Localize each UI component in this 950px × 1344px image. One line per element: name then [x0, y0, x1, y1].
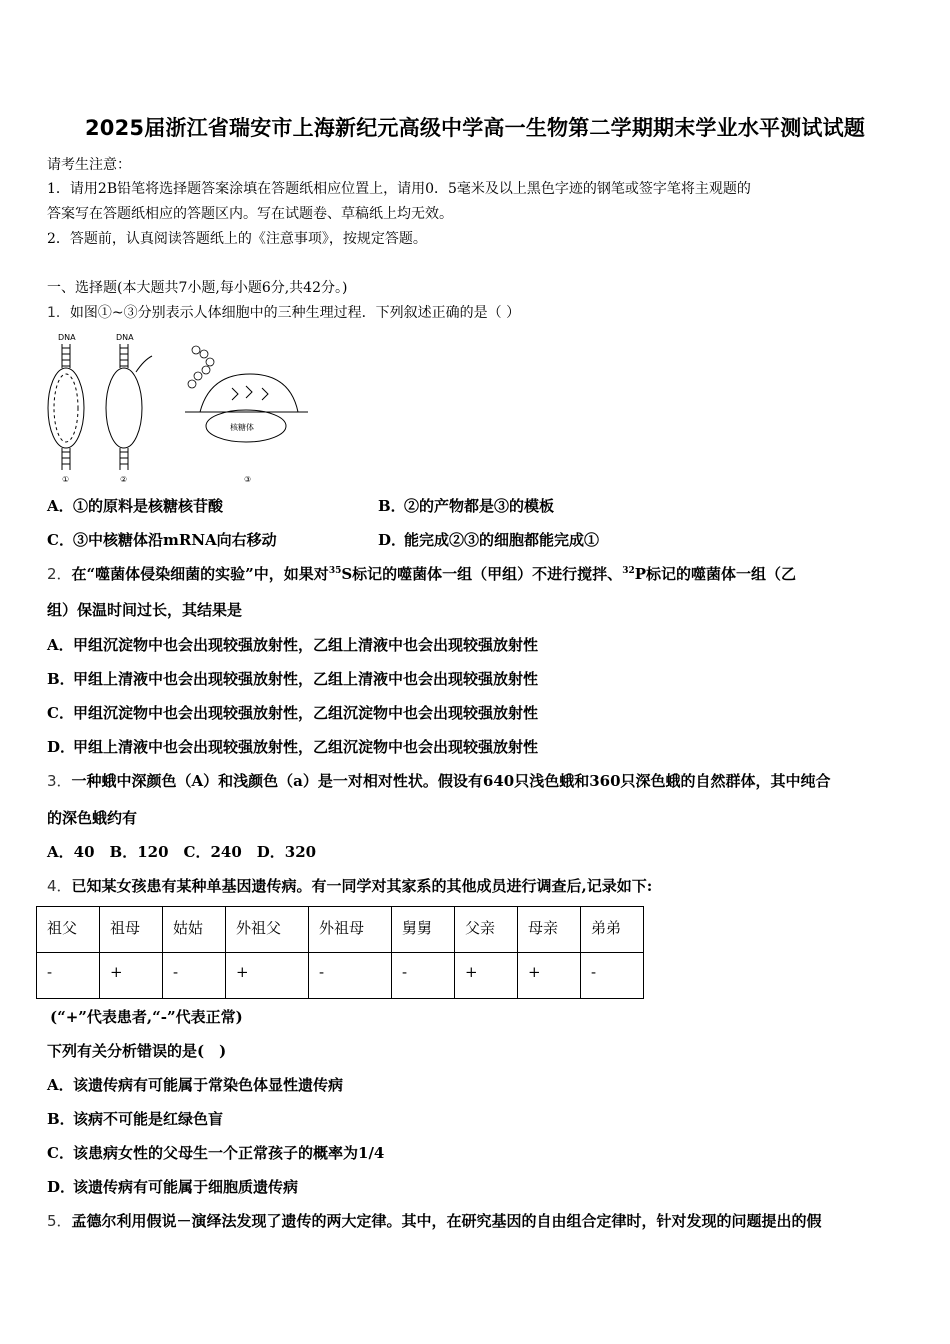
table-header-row [37, 907, 644, 953]
table-header-cell: 祖父 [37, 907, 100, 953]
question-number: 1． [47, 305, 70, 321]
notice-heading: 请考生注意： [47, 157, 131, 173]
table-header-cell: 外祖父 [226, 907, 309, 953]
question-4-prompt: 下列有关分析错误的是( ) [47, 1042, 227, 1060]
figure-label-2: ② [120, 475, 128, 484]
table-cell: - [163, 953, 226, 999]
question-5: 5．孟德尔利用假说－演绎法发现了遗传的两大定律。其中，在研究基因的自由组合定律时，针对发现的问题提出的假 [47, 1212, 822, 1230]
question-stem: 如图①~③分别表示人体细胞中的三种生理过程．下列叙述正确的是（ ） [69, 305, 521, 321]
q1-figure [40, 330, 310, 485]
q4-option-b[interactable]: B．该病不可能是红绿色盲 [47, 1110, 224, 1128]
table-cell: + [518, 953, 581, 999]
question-2-line-2: 组）保温时间过长，其结果是 [47, 601, 243, 619]
q2-option-d[interactable]: D．甲组上清液中也会出现较强放射性，乙组沉淀物中也会出现较强放射性 [47, 738, 539, 756]
table-cell: - [37, 953, 100, 999]
q2-option-a[interactable]: A．甲组沉淀物中也会出现较强放射性，乙组上清液中也会出现较强放射性 [47, 636, 539, 654]
table-cell: + [226, 953, 309, 999]
dna-label-1: DNA [58, 333, 76, 342]
question-number: 2． [47, 565, 72, 583]
dna-label-2: DNA [116, 333, 134, 342]
dna-helix-1 [48, 344, 84, 470]
q1-option-b[interactable]: B．②的产物都是③的模板 [378, 497, 555, 515]
q1-option-d[interactable]: D．能完成②③的细胞都能完成① [378, 531, 600, 549]
dna-helix-2 [106, 344, 152, 470]
table-legend: (“+”代表患者,“-”代表正常) [50, 1008, 243, 1026]
table-header-cell: 舅舅 [392, 907, 455, 953]
question-4: 4．已知某女孩患有某种单基因遗传病。有一同学对其家系的其他成员进行调查后,记录如下: [47, 877, 653, 895]
notice-line-1a: 1．请用2B铅笔将选择题答案涂填在答题纸相应位置上，请用0．5毫米及以上黑色字迹的钢笔或签字笔将主观题的 [47, 181, 751, 197]
question-number: 3． [47, 772, 72, 790]
notice-line-1b: 答案写在答题纸相应的答题区内。写在试题卷、草稿纸上均无效。 [47, 206, 453, 222]
q4-option-d[interactable]: D．该遗传病有可能属于细胞质遗传病 [47, 1178, 299, 1196]
q2-option-c[interactable]: C．甲组沉淀物中也会出现较强放射性，乙组沉淀物中也会出现较强放射性 [47, 704, 539, 722]
table-header-cell: 母亲 [518, 907, 581, 953]
figure-label-3: ③ [244, 475, 252, 484]
table-cell: - [581, 953, 644, 999]
peptide-chain [188, 346, 214, 388]
question-2: 2．在“噬菌体侵染细菌的实验”中，如果对$^{35}$S标记的噬菌体一组（甲组）不进行搅拌、$^{32}$P标记的噬菌体一组（乙 [47, 565, 796, 583]
q3-options[interactable]: A．40 B．120 C．240 D．320 [47, 843, 317, 861]
table-header-cell: 祖母 [100, 907, 163, 953]
question-number: 5． [47, 1212, 72, 1230]
page-title: 2025届浙江省瑞安市上海新纪元高级中学高一生物第二学期期末学业水平测试试题 [84, 116, 866, 140]
table-cell: - [392, 953, 455, 999]
table-header-cell: 弟弟 [581, 907, 644, 953]
family-survey-table [36, 906, 644, 999]
table-cell: - [309, 953, 392, 999]
figure-label-1: ① [62, 475, 70, 484]
section-heading: 一、选择题(本大题共7小题,每小题6分,共42分。) [47, 280, 348, 296]
table-header-cell: 父亲 [455, 907, 518, 953]
q4-option-c[interactable]: C．该患病女性的父母生一个正常孩子的概率为1/4 [47, 1144, 385, 1162]
notice-line-2: 2．答题前，认真阅读答题纸上的《注意事项》，按规定答题。 [47, 231, 427, 247]
question-1 [47, 302, 520, 322]
question-number: 4． [47, 877, 72, 895]
table-header-cell: 外祖母 [309, 907, 392, 953]
q4-option-a[interactable]: A．该遗传病有可能属于常染色体显性遗传病 [47, 1076, 344, 1094]
table-cell: + [455, 953, 518, 999]
table-row [37, 953, 644, 999]
ribosome-label: 核糖体 [230, 423, 254, 432]
table-header-cell: 姑姑 [163, 907, 226, 953]
table-cell: + [100, 953, 163, 999]
q1-option-c[interactable]: C．③中核糖体沿mRNA向右移动 [47, 531, 277, 549]
q1-option-a[interactable]: A．①的原料是核糖核苷酸 [47, 497, 224, 515]
q2-option-b[interactable]: B．甲组上清液中也会出现较强放射性，乙组上清液中也会出现较强放射性 [47, 670, 539, 688]
question-3-line-2: 的深色蛾约有 [47, 809, 138, 827]
question-3: 3．一种蛾中深颜色（A）和浅颜色（a）是一对相对性状。假设有640只浅色蛾和360只深色蛾的自然群体，其中纯合 [47, 772, 831, 790]
